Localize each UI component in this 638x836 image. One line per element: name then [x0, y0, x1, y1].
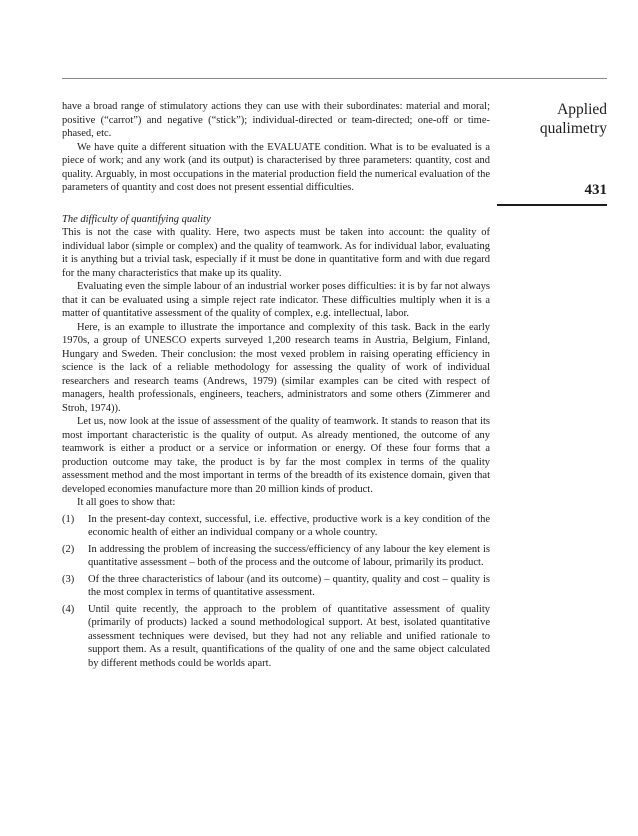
list-item-number: (1) [62, 513, 75, 525]
paragraph-teamwork: Let us, now look at the issue of assessment of the quality of teamwork. It stands to reason that its most important characteristic is the quality of output. As already mentioned, the outcome of any teamwork is either a product or a service or information or energy. Of these four forms that a production outcome may take, the product is by far the most complex in terms of the quality assessment method and the most important in terms of the breadth of its existence domain, given that developed economies manufacture more than 20 million kinds of product. [62, 416, 490, 495]
section-heading: The difficulty of quantifying quality [62, 213, 211, 225]
list-item [62, 603, 490, 671]
list-item-number: (2) [62, 543, 75, 555]
page-number: 431 [584, 182, 607, 198]
list-item-text: In addressing the problem of increasing the success/efficiency of any labour the key element is quantitative assessment – both of the process and the outcome of labour, primarily its product. [88, 543, 490, 568]
list-item-text: In the present-day context, successful, i.e. effective, productive work is a key condition of the economic health of either an individual company or a whole country. [88, 513, 490, 538]
paragraph-continued: have a broad range of stimulatory actions they can use with their subordinates: material and moral; positive (“carrot”) and negative (“stick”); individual-directed or team-directed; one-off or time-phased, etc. [62, 101, 490, 139]
list-item-text: Of the three characteristics of labour (and its outcome) – quantity, quality and cost – quality is the most complex in terms of quantitative assessment. [88, 573, 490, 598]
paragraph-evaluate-condition: We have quite a different situation with the EVALUATE condition. What is to be evaluated is a piece of work; and any work (and its output) is characterised by three parameters: quantity, cost and quality. Arguably, in most occupations in the material production field the numerical evaluation of the parameters of quantity and cost does not present essential difficulties. [62, 141, 490, 193]
list-item-text: Until quite recently, the approach to the problem of quantitative assessment of quality (primarily of products) lacked a sound methodological support. At best, isolated quantitative assessment techniques were devised, but they had not any reliable and unified rationale to support them. As a result, quantifications of the quality of one and the same object calculated by different methods could be worlds apart. [88, 603, 490, 669]
running-head: Applied qualimetry [539, 101, 607, 137]
list-item-number: (4) [62, 603, 75, 615]
numbered-list [62, 513, 490, 671]
page-number-rule [497, 204, 607, 206]
list-item-number: (3) [62, 573, 75, 585]
list-item [62, 513, 490, 540]
paragraph-list-intro: It all goes to show that: [77, 497, 176, 508]
paragraph-simple-labour: Evaluating even the simple labour of an industrial worker poses difficulties: it is by far not always that it can be evaluated using a simple reject rate indicator. These difficulties multiply when it is a matter of quantitative assessment of the quality of complex, e.g. intellectual, labor. [62, 281, 490, 319]
margin-column [497, 100, 607, 198]
list-item [62, 573, 490, 600]
paragraph-quality-aspects: This is not the case with quality. Here, two aspects must be taken into account: the quality of individual labor (simple or complex) and the quality of teamwork. As for individual labor, evaluating it is anything but a trivial task, especially if it must be done in quantitative form and with due regard for the many characteristics that make up its quality. [62, 227, 490, 279]
top-rule [62, 78, 607, 79]
paragraph-unesco-example: Here, is an example to illustrate the importance and complexity of this task. Back in the early 1970s, a group of UNESCO experts surveyed 1,200 research teams in Austria, Belgium, Finland, Hungary and Sweden. Their conclusion: the most vexed problem in raising operating efficiency in science is the lack of a reliable methodology for assessing the quality of work of individual researchers and research teams (Andrews, 1979) (similar examples can be cited with respect of managers, health professionals, engineers, teachers, administrators and some others (Zimmerer and Stroh, 1974)). [62, 321, 490, 414]
main-text-column [62, 100, 490, 673]
list-item [62, 543, 490, 570]
